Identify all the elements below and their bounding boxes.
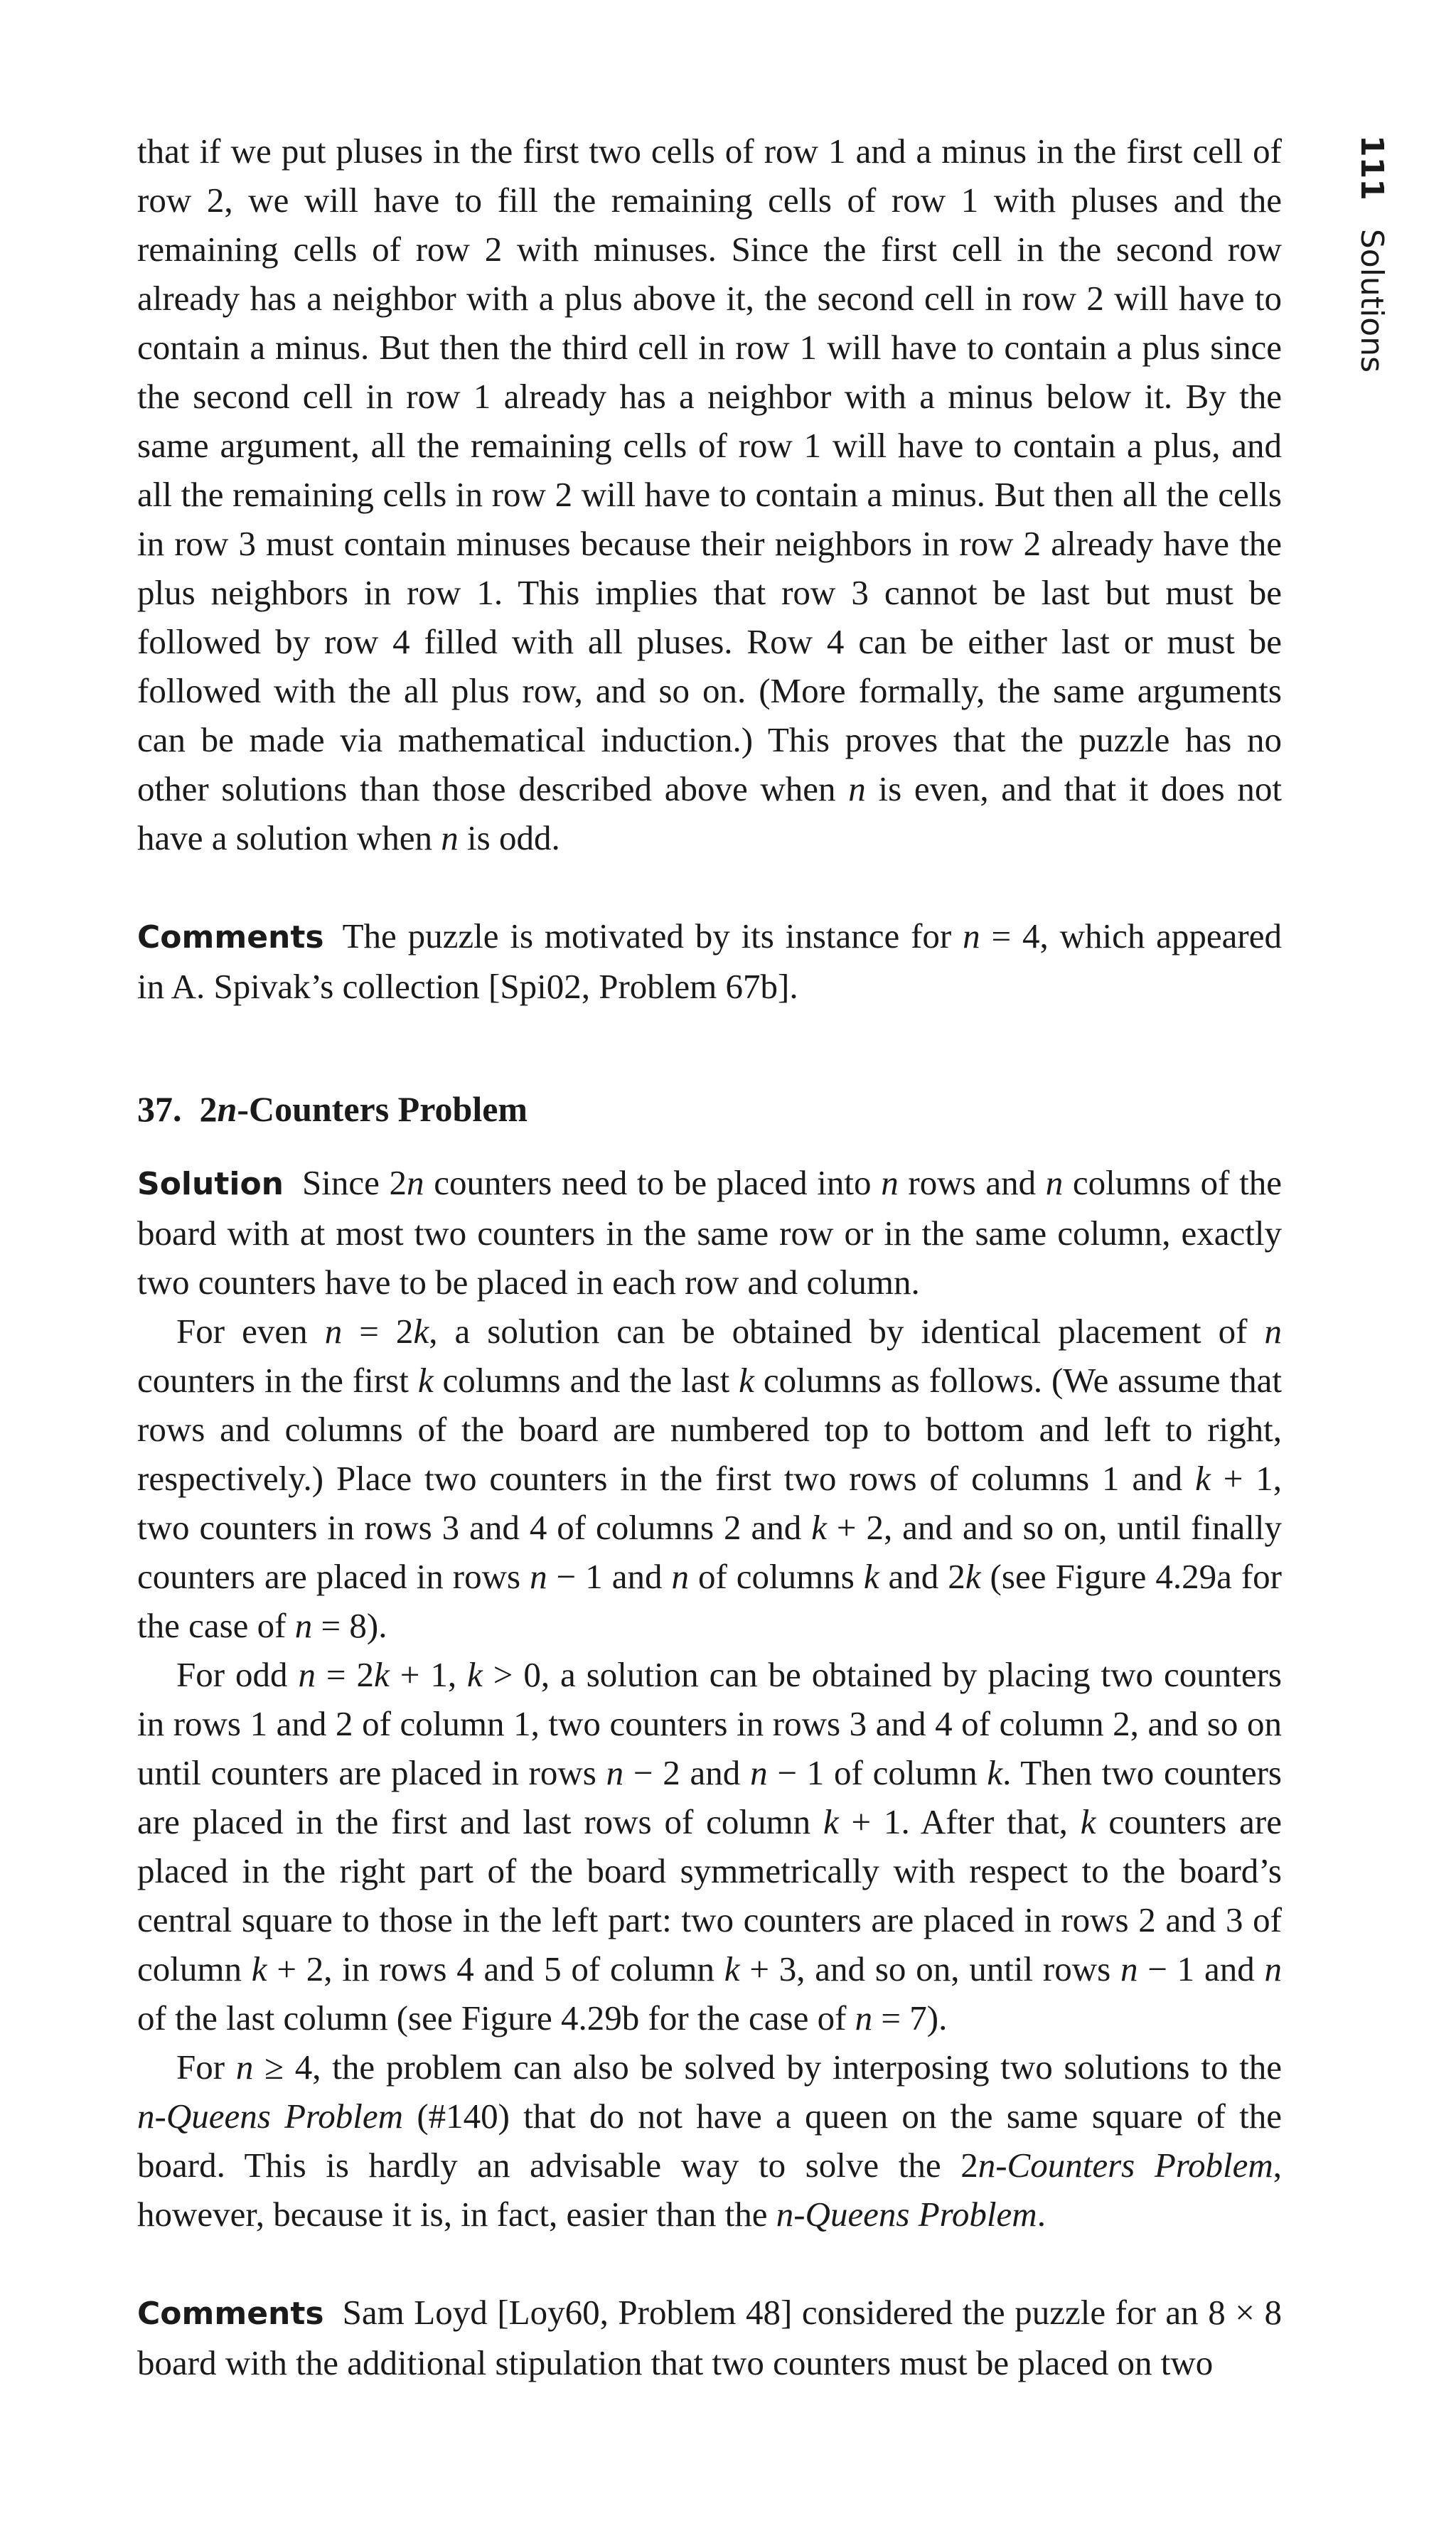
body-paragraph [137,1650,1282,2043]
solution-paragraph [137,1158,1282,1307]
paragraph-text: Since 2n counters need to be placed into n rows and n columns of the board with at most two counters in the same row or in the same column, exactly two counters have to be placed in each row and column. [137,1163,1282,1302]
page-body [137,127,1282,2387]
paragraph-text: For n ≥ 4, the problem can also be solved by interposing two solutions to the n-Queens Problem (#140) that do not have a queen on the same square of the board. This is hardly an advisable way to solve the 2n-Counters Problem, however, because it is, in fact, easier than the n-Queens Problem. [137,2047,1283,2234]
section-heading: 37. 2n-Counters Problem [137,1089,528,1129]
body-paragraph [137,1307,1282,1650]
comments-paragraph [137,911,1282,1011]
body-paragraph [137,127,1282,862]
paragraph-text: For even n = 2k, a solution can be obtained by identical placement of n counters in the first k columns and the last k columns as follows. (We assume that rows and columns of the board are numbered top to bottom and left to right, respectively.) Place two counters in the first two rows of columns 1 and k + 1, two counters in rows 3 and 4 of columns 2 and k + 2, and and so on, until finally counters are placed in rows n − 1 and n of columns k and 2k (see Figure 4.29a for the case of n = 8). [137,1312,1283,1645]
paragraph-label: Solution [137,1166,284,1202]
spacer [137,862,1282,911]
paragraph-label: Comments [137,2296,324,2332]
page-number: 111 [1354,135,1390,200]
paragraph-text: that if we put pluses in the first two cells of row 1 and a minus in the first cell of row 2, we will have to fill the remaining cells of row 1 with pluses and the remaining cells of row 2 with minuses. Since the first cell in the second row already has a neighbor with a plus above it, the second cell in row 2 will have to contain a minus. But then the third cell in row 1 will have to contain a plus since the second cell in row 1 already has a neighbor with a minus below it. By the same argument, all the remaining cells of row 1 will have to contain a plus, and all the remaining cells in row 2 will have to contain a minus. But then all the cells in row 3 must contain minuses because their neighbors in row 2 already have the plus neighbors in row 1. This implies that row 3 cannot be last but must be followed by row 4 filled with all pluses. Row 4 can be either last or must be followed with the all plus row, and so on. (More formally, the same arguments can be made via mathematical induction.) This proves that the puzzle has no other solutions than those described above when n is even, and that it does not have a solution when n is odd. [137,132,1282,857]
paragraph-text: The puzzle is motivated by its instance for n = 4, which appeared in A. Spivak’s collection [Spi02, Problem 67b]. [137,916,1282,1006]
spacer [137,1134,1282,1158]
comments-paragraph [137,2288,1282,2387]
paragraph-text: For odd n = 2k + 1, k > 0, a solution can be obtained by placing two counters in rows 1 and 2 of column 1, two counters in rows 3 and 4 of column 2, and so on until counters are placed in rows n − 2 and n − 1 of column k. Then two counters are placed in the first and last rows of column k + 1. After that, k counters are placed in the right part of the board symmetrically with respect to the board’s central square to those in the left part: two counters are placed in rows 2 and 3 of column k + 2, in rows 4 and 5 of column k + 3, and so on, until rows n − 1 and n of the last column (see Figure 4.29b for the case of n = 7). [137,1655,1283,2038]
spacer [137,1011,1282,1085]
paragraph-label: Comments [137,919,324,955]
running-title: Solutions [1354,228,1390,373]
paragraph-text: Sam Loyd [Loy60, Problem 48] considered the puzzle for an 8 × 8 board with the additional stipulation that two counters must be placed on two [137,2293,1282,2382]
spacer [137,2239,1282,2288]
running-head [1354,135,1390,373]
body-paragraph [137,2043,1282,2239]
